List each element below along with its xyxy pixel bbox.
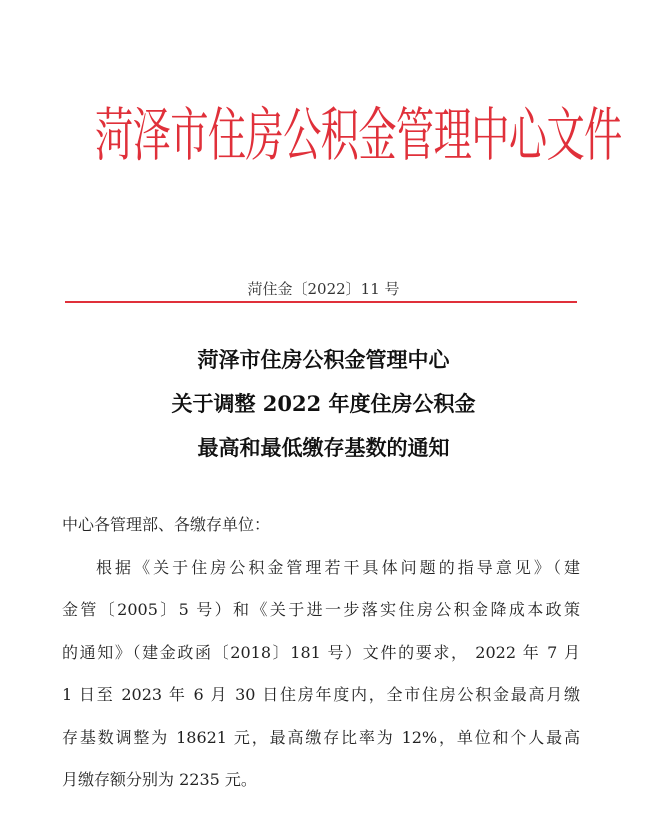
issuer-title: 菏泽市住房公积金管理中心文件 — [95, 101, 622, 169]
body-line: 存基数调整为 18621 元，最高缴存比率为 12%，单位和个人最高 — [62, 727, 580, 747]
title-line: 最高和最低缴存基数的通知 — [197, 435, 450, 460]
document-title — [0, 338, 647, 470]
body-line: 月缴存额分别为 2235 元。 — [62, 770, 257, 789]
body-line: 1 日至 2023 年 6 月 30 日住房年度内，全市住房公积金最高月缴 — [62, 685, 580, 704]
body-line: 的通知》（建金政函〔2018〕181 号）文件的要求， 2022 年 7 月 — [62, 642, 580, 662]
header-divider — [65, 301, 577, 303]
body-line: 根据《关于住房公积金管理若干具体问题的指导意见》（建 — [96, 557, 580, 577]
document-number: 菏住金〔2022〕11 号 — [247, 280, 400, 298]
salutation: 中心各管理部、各缴存单位： — [62, 515, 271, 534]
document-header — [95, 95, 622, 175]
title-line: 关于调整 2022 年度住房公积金 — [171, 391, 476, 416]
document-body — [62, 512, 580, 810]
title-line: 菏泽市住房公积金管理中心 — [197, 347, 450, 372]
body-line: 金管〔2005〕5 号）和《关于进一步落实住房公积金降成本政策 — [62, 600, 580, 619]
